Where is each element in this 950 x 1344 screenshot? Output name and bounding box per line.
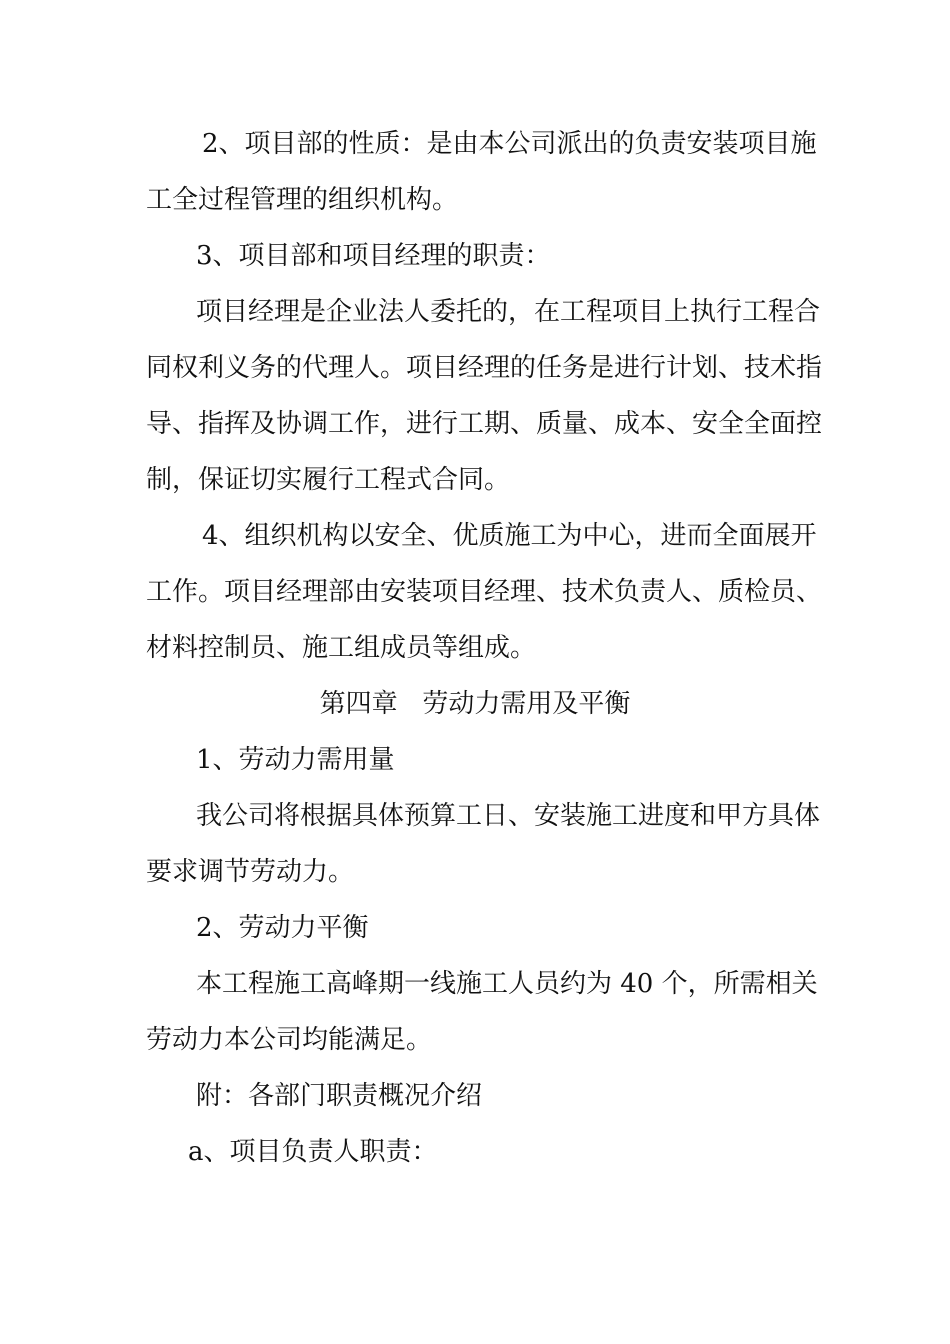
paragraph-line: 同权利义务的代理人。项目经理的任务是进行计划、技术指	[146, 353, 823, 383]
section-heading: 3、项目部和项目经理的职责：	[196, 241, 551, 271]
paragraph-line: 劳动力本公司均能满足。	[146, 1025, 433, 1055]
paragraph-line: 4、组织机构以安全、优质施工为中心，进而全面展开	[202, 521, 817, 551]
paragraph-line: 材料控制员、施工组成员等组成。	[146, 633, 537, 663]
paragraph-line: 工全过程管理的组织机构。	[146, 185, 459, 215]
paragraph-line: 我公司将根据具体预算工日、安装施工进度和甲方具体	[196, 801, 821, 831]
paragraph-line: 本工程施工高峰期一线施工人员约为 40 个，所需相关	[196, 969, 818, 999]
paragraph-line: 2、项目部的性质：是由本公司派出的负责安装项目施	[202, 129, 817, 159]
section-heading: 1、劳动力需用量	[196, 745, 395, 775]
paragraph-line: 要求调节劳动力。	[146, 857, 355, 887]
paragraph-line: 导、指挥及协调工作，进行工期、质量、成本、安全全面控	[146, 409, 823, 439]
section-heading: 2、劳动力平衡	[196, 913, 369, 943]
paragraph-line: 制，保证切实履行工程式合同。	[146, 465, 511, 495]
paragraph-line: 工作。项目经理部由安装项目经理、技术负责人、质检员、	[146, 577, 823, 607]
chapter-title: 第四章 劳动力需用及平衡	[319, 689, 631, 719]
appendix-heading: 附：各部门职责概况介绍	[196, 1081, 483, 1111]
paragraph-line: 项目经理是企业法人委托的，在工程项目上执行工程合	[196, 297, 821, 327]
section-heading: a、项目负责人职责：	[188, 1137, 438, 1167]
